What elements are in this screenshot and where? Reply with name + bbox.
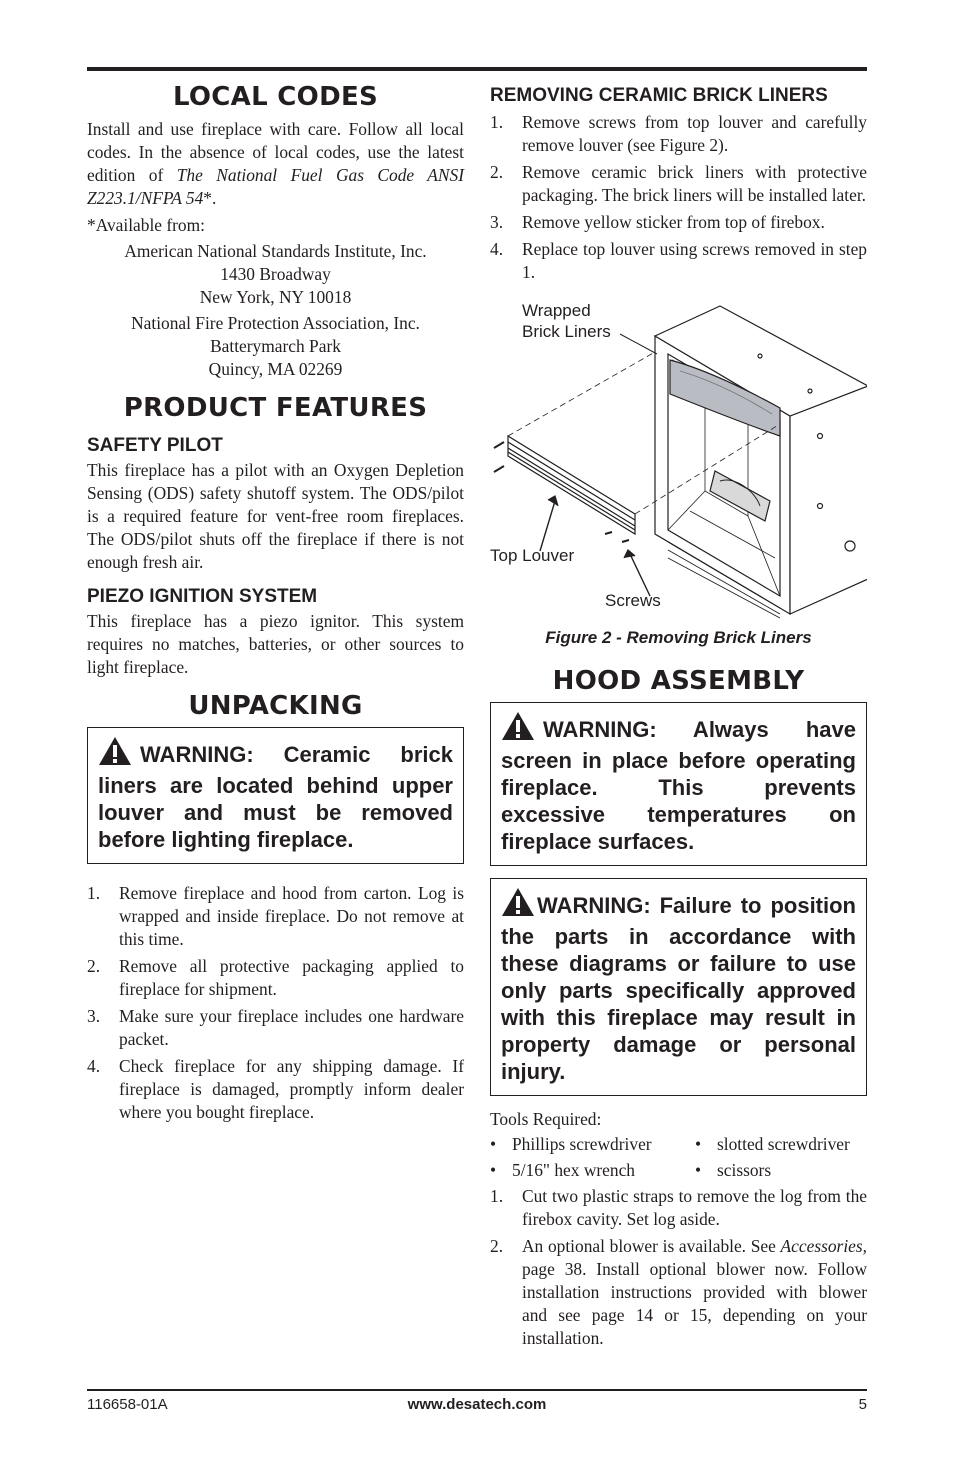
piezo-text: This fireplace has a piezo ignitor. This system requires no matches, batteries, or other sources to light fireplace. [87,611,464,677]
figure-2 [490,296,867,626]
top-louver-label: Top Louver [490,546,575,565]
list-item: 2. An optional blower is available. See Accessories, page 38. Install optional blower now. Follow installation instructions provided with blower and see page 14 or 15, depending on your installation. [490,1236,867,1348]
ansi-street: 1430 Broadway [220,264,331,284]
warning-triangle-icon [501,887,535,923]
hood-warning-1: WARNING: Always have screen in place before operating fireplace. This prevents excessive temperatures on fireplace surfaces. [501,711,856,855]
tool-item: • slotted screwdriver [695,1131,865,1157]
unpacking-warning: WARNING: Ceramic brick liners are located behind upper louver and must be removed before lighting fireplace. [98,736,453,853]
safety-pilot-text: This fireplace has a pilot with an Oxygen Depletion Sensing (ODS) safety shutoff system. The ODS/pilot is a required feature for vent-free room fireplaces. The ODS/pilot shuts off the fireplace if there is not enough fresh air. [87,460,464,572]
tool-item: • Phillips screwdriver [490,1131,695,1157]
ansi-name: American National Standards Institute, Inc. [124,241,427,261]
nfpa-city: Quincy, MA 02269 [208,359,343,379]
local-codes-intro: Install and use fireplace with care. Follow all local codes. In the absence of local codes, use the latest edition of The National Fuel Gas Code ANSI Z223.1/NFPA 54*. [87,119,464,208]
page-number: 5 [858,1396,867,1413]
list-item: 1. Remove screws from top louver and carefully remove louver (see Figure 2). [490,112,867,155]
local-codes-heading: LOCAL CODES [172,82,379,112]
fireplace-illustration [490,296,867,626]
tool-item: • 5/16" hex wrench [490,1157,695,1183]
list-item: 1. Cut two plastic straps to remove the log from the firebox cavity. Set log aside. [490,1186,867,1229]
ansi-address [87,240,464,309]
hood-warning-box-1 [490,702,867,866]
screws-label: Screws [605,591,661,610]
figure-caption: Figure 2 - Removing Brick Liners [545,628,812,647]
list-item: 1. Remove fireplace and hood from carton. Log is wrapped and inside fireplace. Do not remove at this time. [87,883,464,949]
hood-warning-2: WARNING: Failure to position the parts in accordance with these diagrams or failure to use only parts specifically approved with this fireplace may result in property damage or personal injury. [501,887,856,1085]
removing-liners-steps [490,111,867,284]
website-link[interactable]: www.desatech.com [407,1396,547,1413]
tools-required-label: Tools Required: [490,1109,602,1129]
hood-warning-box-2 [490,878,867,1096]
warning-triangle-icon [98,736,132,772]
list-item: 3. Make sure your fireplace includes one hardware packet. [87,1006,464,1049]
ansi-city: New York, NY 10018 [199,287,352,307]
footer-rule [87,1389,867,1391]
list-item: 4. Replace top louver using screws removed in step 1. [490,239,867,282]
right-column [490,80,867,1354]
list-item: 4. Check fireplace for any shipping damage. If fireplace is damaged, promptly inform dealer where you bought fireplace. [87,1056,464,1122]
warning-triangle-icon [501,711,535,747]
tool-item: • scissors [695,1157,865,1183]
nfpa-street: Batterymarch Park [210,336,341,356]
list-item: 2. Remove all protective packaging applied to fireplace for shipment. [87,956,464,999]
brick-liners-label: Brick Liners [522,322,611,341]
tools-list [490,1131,867,1183]
list-item: 3. Remove yellow sticker from top of firebox. [490,212,825,232]
unpacking-heading: UNPACKING [188,691,363,721]
list-item: 2. Remove ceramic brick liners with protective packaging. The brick liners will be installed later. [490,162,867,205]
unpacking-steps [87,882,464,1124]
wrapped-label: Wrapped [522,301,591,320]
safety-pilot-heading: SAFETY PILOT [87,435,223,456]
product-features-heading: PRODUCT FEATURES [123,393,428,423]
piezo-heading: PIEZO IGNITION SYSTEM [87,586,318,607]
nfpa-address [87,312,464,381]
doc-number: 116658-01A [87,1396,168,1413]
nfpa-name: National Fire Protection Association, Inc. [131,313,420,333]
left-column [87,80,464,1128]
top-rule [87,67,867,71]
hood-assembly-heading: HOOD ASSEMBLY [552,666,805,696]
unpacking-warning-box [87,727,464,864]
available-from: *Available from: [87,215,205,235]
hood-steps [490,1185,867,1350]
removing-liners-heading: REMOVING CERAMIC BRICK LINERS [490,85,828,106]
